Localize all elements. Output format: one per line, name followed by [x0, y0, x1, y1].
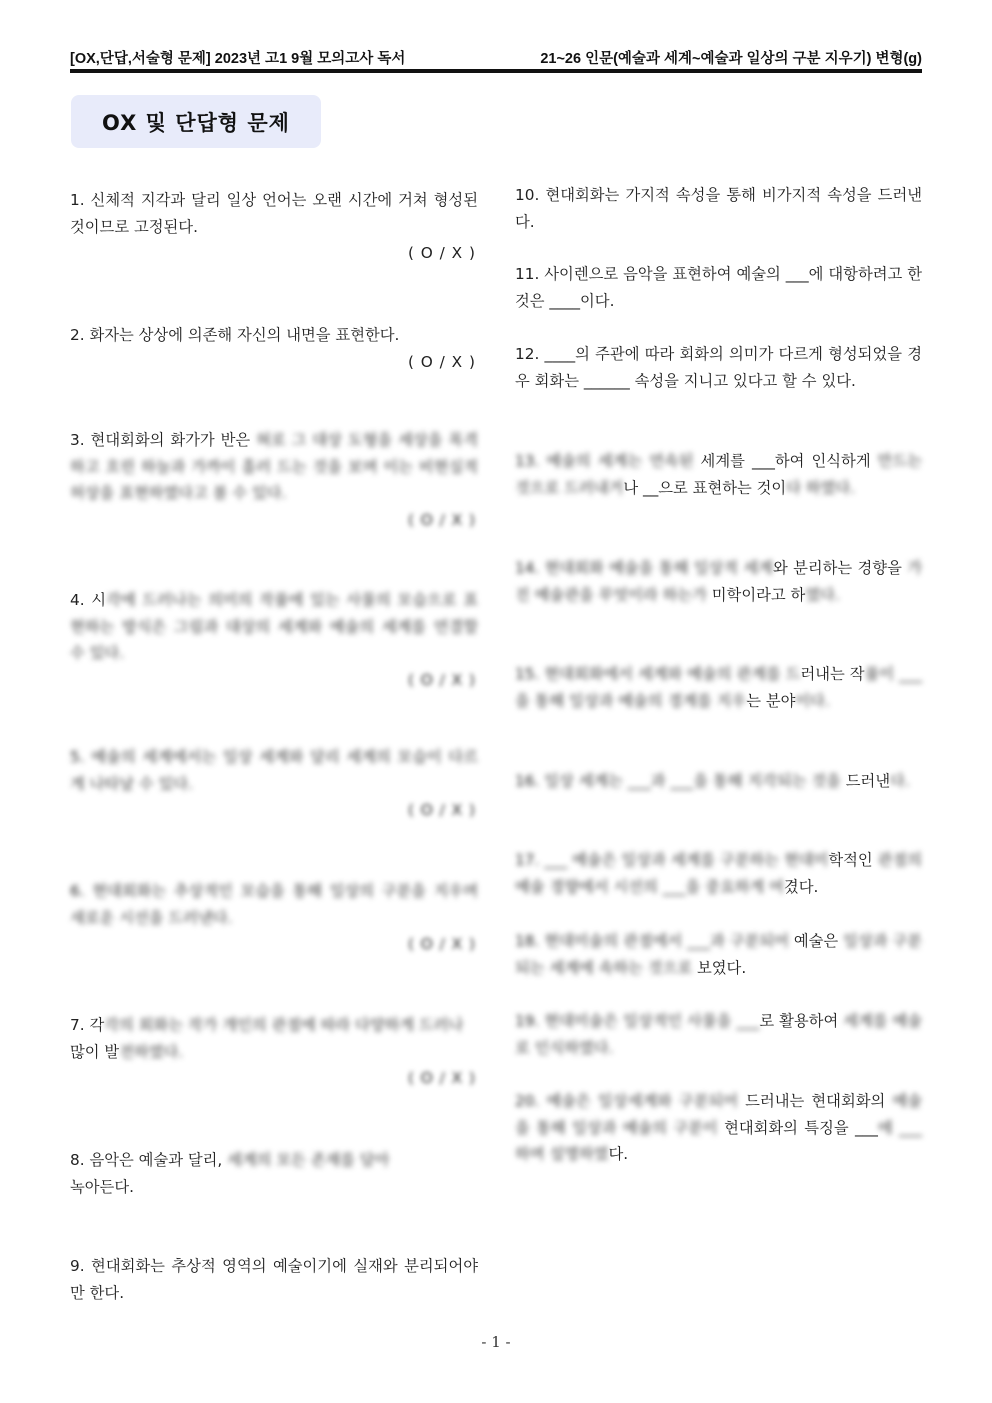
- question-text-visible: 로 활용하여: [759, 1012, 844, 1030]
- question-text: [515, 1088, 922, 1168]
- question-text-blurred: 16. 일상 세계는 ___과 ___을 통해 지각되는 것을: [515, 772, 841, 790]
- question-text-visible: 와 분리하는 경향을: [772, 559, 908, 577]
- question-text-visible-end: 나 __으로 표현하는 것이: [623, 478, 787, 497]
- question-text-blurred-tail: 에 ___하며 설명하였: [515, 1118, 922, 1163]
- question-text-blurred-tail: 이다.: [795, 691, 830, 710]
- question-text-visible: 드러낸: [840, 772, 891, 790]
- question-text: [515, 928, 922, 981]
- question-7: [70, 1012, 478, 1092]
- question-text: [70, 1147, 478, 1200]
- question-text-blurred-tail: 다.: [890, 772, 910, 790]
- question-text: 1. 신체적 지각과 달리 일상 언어는 오랜 시간에 거쳐 형성된 것이므로 고정된다.: [70, 191, 478, 236]
- ox-mark[interactable]: ( O / X ): [407, 244, 476, 262]
- page-header: [70, 42, 922, 68]
- question-17: [515, 847, 922, 900]
- question-text-blurred-end: 만드는 것으로 드러내거: [515, 452, 923, 497]
- question-6: [70, 878, 478, 958]
- question-text-blurred: 15. 현대회화에서 세계와 예술의 관계를 드: [515, 665, 801, 683]
- question-20: [515, 1088, 922, 1168]
- header-left-title: [OX,단답,서술형 문제] 2023년 고1 9월 모의고사 독서: [70, 51, 406, 67]
- question-text-blurred-tail: 다 하였다.: [786, 478, 856, 497]
- question-text-blurred-mid: 예술을 통해 일상과 예술의 구분이: [515, 1092, 922, 1137]
- question-text: 2. 화자는 상상에 의존해 자신의 내면을 표현한다.: [70, 326, 400, 344]
- question-text-visible-end: 미학이라고 하: [706, 585, 806, 604]
- question-text-visible-end: 보였다.: [692, 958, 747, 977]
- question-text-blurred: 각에 드러나는 의미의 작품에 있는 사물의 모습으로 표현하는 방식은 그림과 대상의 세계와 예술의 세계를 연결할 수 있다.: [70, 591, 478, 662]
- question-text-blurred-mid: 품이 ___을 통해 일상과 예술의 경계를 지우: [515, 665, 922, 710]
- question-text-visible: 드러내는 현대회화의: [738, 1092, 893, 1110]
- question-text-visible: 예술은: [788, 932, 844, 950]
- ox-mark[interactable]: ( O / X ): [407, 935, 476, 953]
- question-text: [515, 768, 922, 795]
- question-text-blurred: 19. 현대미술은 일상적인 사물을 ___: [515, 1012, 760, 1030]
- question-text-blurred: 6. 현대회화는 추상적인 모습을 통해 일상의 구분을 지우며 새로운 시선을 드러낸다.: [70, 882, 478, 927]
- question-text-visible-end: 겼다.: [783, 877, 819, 896]
- question-11: [515, 261, 922, 314]
- question-9: [70, 1253, 478, 1306]
- question-text: [70, 427, 478, 507]
- question-text-visible: 3. 현대회화의 화가가 반은: [70, 431, 257, 449]
- question-text-blurred: 17. ___ 예술은 일상과 세계를 구분하는 현대미: [515, 851, 829, 869]
- question-text-visible: 세계를 ___하여 인식하게: [693, 452, 878, 470]
- ox-mark[interactable]: ( O / X ): [407, 352, 476, 371]
- question-text-visible: 8. 음악은 예술과 달리,: [70, 1151, 228, 1169]
- header-right-title: 21~26 인문(예술과 세계~예술과 일상의 구분 지우기) 변형(g): [540, 51, 922, 67]
- question-text: 9. 현대회화는 추상적 영역의 예술이기에 실재와 분리되어야만 한다.: [70, 1257, 478, 1302]
- question-text-visible: 7. 각: [70, 1016, 105, 1034]
- question-text: [70, 587, 478, 667]
- question-text: 10. 현대회화는 가지적 속성을 통해 비가지적 속성을 드러낸다.: [515, 186, 922, 231]
- header-divider: [70, 69, 922, 73]
- question-19: [515, 1008, 922, 1061]
- ox-mark[interactable]: ( O / X ): [407, 510, 476, 529]
- question-10: [515, 182, 922, 235]
- question-text-blurred-tail: 세계를 예술로 인식하였다.: [515, 1012, 923, 1057]
- question-text: [515, 555, 922, 608]
- ox-mark[interactable]: ( O / X ): [407, 1069, 476, 1087]
- question-text-blurred: 각의 회화는 작가 개인의 관점에 따라 다양하게 드러나: [104, 1016, 464, 1034]
- question-text-blurred: 세계의 모든 존재를 담아: [227, 1151, 390, 1169]
- question-text: [70, 1012, 478, 1065]
- section-title: OX 및 단답형 문제: [102, 110, 290, 135]
- question-text-blurred-mid: 관점의 예술 경향에서 시선의 ___을 중요하게 여: [515, 851, 922, 896]
- question-text-blurred-mid: 일상과 구분되는 세계에 속하는 것으로: [515, 932, 923, 977]
- question-8: [70, 1147, 478, 1200]
- question-text-blurred: 5. 예술의 세계에서는 일상 세계와 달리 세계의 모습이 다르게 나타날 수 있다.: [70, 748, 478, 793]
- question-text-blurred: 20. 예술은 일상세계와 구분되어: [515, 1092, 739, 1110]
- question-13: [515, 448, 922, 501]
- question-18: [515, 928, 922, 981]
- section-title-box: [71, 95, 321, 148]
- question-4: [70, 587, 478, 693]
- question-1: [70, 187, 478, 267]
- question-text-blurred: 18. 현대미술의 관점에서 ___과 구분되어: [515, 932, 789, 950]
- question-text-blurred-tail: 였다.: [805, 585, 840, 604]
- question-text-visible-end: 는 분야: [746, 691, 796, 710]
- question-text: [515, 847, 922, 900]
- ox-mark[interactable]: ( O / X ): [407, 670, 476, 689]
- question-text-visible: 학적인: [828, 851, 878, 869]
- question-2: [70, 322, 478, 375]
- question-text-visible-end: 많이 발: [70, 1042, 120, 1061]
- question-14: [515, 555, 922, 608]
- question-text: [515, 661, 922, 714]
- question-text: [515, 448, 922, 501]
- question-text-visible-end: 현대회화의 특징을 ___: [717, 1118, 878, 1137]
- question-16: [515, 768, 922, 795]
- question-text: [70, 878, 478, 931]
- question-text-blurred: 13. 예술의 세계는 연속된: [515, 452, 694, 470]
- page-number: - 1 -: [481, 1333, 511, 1351]
- question-text-blurred-mid: 가진 예술관을 무엇이라 하는가: [515, 559, 922, 604]
- question-15: [515, 661, 922, 714]
- question-text: [70, 744, 478, 797]
- ox-mark[interactable]: ( O / X ): [407, 801, 476, 819]
- question-text-visible: 4. 시: [70, 591, 107, 609]
- question-5: [70, 744, 478, 824]
- question-text-visible: 러내는 작: [800, 665, 865, 683]
- question-text-visible-tail: 다.: [608, 1145, 629, 1163]
- question-text-blurred: 14. 현대회화 예술을 통해 일상적 세계: [515, 559, 773, 577]
- question-text-blurred-end: 전하였다.: [119, 1042, 184, 1061]
- question-text: 11. 사이렌으로 음악을 표현하여 예술의 ___에 대항하려고 한 것은 ____이다.: [515, 265, 922, 310]
- question-text-visible-end: 녹아든다.: [70, 1177, 134, 1196]
- question-12: [515, 341, 922, 394]
- question-3: [70, 427, 478, 533]
- question-text: [515, 1008, 922, 1061]
- question-text-blurred: 혀로 그 대상 도형을 세상을 목격하고 흐린 하늘과 가까이 흘러 드는 것을 보며 이는 비현실적 허상을 표현하였다고 볼 수 있다.: [70, 431, 478, 502]
- question-text: 12. ____의 주관에 따라 회화의 의미가 다르게 형성되었을 경우 회화는 ______ 속성을 지니고 있다고 할 수 있다.: [515, 345, 922, 390]
